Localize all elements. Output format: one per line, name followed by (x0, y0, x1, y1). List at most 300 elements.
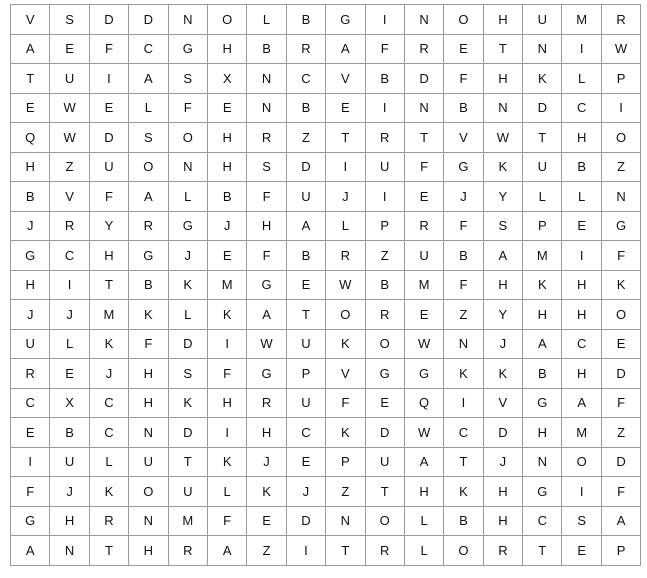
letter-cell[interactable]: W (404, 329, 443, 359)
letter-cell[interactable]: D (89, 5, 128, 35)
letter-cell[interactable]: S (129, 123, 168, 153)
letter-cell[interactable]: L (562, 64, 601, 94)
letter-cell[interactable]: H (247, 211, 286, 241)
letter-cell[interactable]: Z (444, 300, 483, 330)
letter-cell[interactable]: F (247, 241, 286, 271)
letter-cell[interactable]: S (247, 152, 286, 182)
letter-cell[interactable]: K (523, 64, 562, 94)
letter-cell[interactable]: I (365, 5, 404, 35)
letter-cell[interactable]: I (444, 388, 483, 418)
letter-cell[interactable]: Y (483, 182, 522, 212)
letter-cell[interactable]: X (50, 388, 89, 418)
letter-cell[interactable]: R (404, 34, 443, 64)
letter-cell[interactable]: K (326, 418, 365, 448)
letter-cell[interactable]: E (50, 34, 89, 64)
letter-cell[interactable]: U (523, 5, 562, 35)
letter-cell[interactable]: J (11, 300, 50, 330)
letter-cell[interactable]: J (50, 477, 89, 507)
letter-cell[interactable]: K (207, 300, 246, 330)
letter-cell[interactable]: U (286, 329, 325, 359)
letter-cell[interactable]: A (11, 536, 50, 566)
letter-cell[interactable]: T (444, 447, 483, 477)
letter-cell[interactable]: K (247, 477, 286, 507)
letter-cell[interactable]: K (444, 477, 483, 507)
letter-cell[interactable]: L (326, 211, 365, 241)
letter-cell[interactable]: I (207, 329, 246, 359)
letter-cell[interactable]: L (129, 93, 168, 123)
letter-cell[interactable]: A (523, 329, 562, 359)
letter-cell[interactable]: H (404, 477, 443, 507)
letter-cell[interactable]: W (326, 270, 365, 300)
letter-cell[interactable]: R (50, 211, 89, 241)
letter-cell[interactable]: F (601, 477, 640, 507)
letter-cell[interactable]: E (365, 388, 404, 418)
letter-cell[interactable]: D (365, 418, 404, 448)
letter-cell[interactable]: B (365, 64, 404, 94)
letter-cell[interactable]: J (11, 211, 50, 241)
letter-cell[interactable]: Z (286, 123, 325, 153)
letter-cell[interactable]: S (50, 5, 89, 35)
letter-cell[interactable]: G (365, 359, 404, 389)
letter-cell[interactable]: J (326, 182, 365, 212)
letter-cell[interactable]: R (365, 300, 404, 330)
letter-cell[interactable]: N (129, 418, 168, 448)
letter-cell[interactable]: U (50, 64, 89, 94)
letter-cell[interactable]: A (207, 536, 246, 566)
letter-cell[interactable]: R (247, 388, 286, 418)
letter-cell[interactable]: E (562, 536, 601, 566)
letter-cell[interactable]: O (168, 123, 207, 153)
letter-cell[interactable]: V (483, 388, 522, 418)
letter-cell[interactable]: U (523, 152, 562, 182)
letter-cell[interactable]: Q (11, 123, 50, 153)
letter-cell[interactable]: R (11, 359, 50, 389)
letter-cell[interactable]: L (168, 182, 207, 212)
letter-cell[interactable]: B (523, 359, 562, 389)
letter-cell[interactable]: J (483, 447, 522, 477)
letter-cell[interactable]: E (562, 211, 601, 241)
letter-cell[interactable]: D (286, 152, 325, 182)
letter-cell[interactable]: L (168, 300, 207, 330)
letter-cell[interactable]: N (168, 152, 207, 182)
letter-cell[interactable]: N (444, 329, 483, 359)
letter-cell[interactable]: H (523, 418, 562, 448)
letter-cell[interactable]: W (601, 34, 640, 64)
letter-cell[interactable]: E (11, 418, 50, 448)
letter-cell[interactable]: D (523, 93, 562, 123)
letter-cell[interactable]: G (168, 211, 207, 241)
letter-cell[interactable]: C (129, 34, 168, 64)
letter-cell[interactable]: Z (365, 241, 404, 271)
letter-cell[interactable]: O (562, 447, 601, 477)
letter-cell[interactable]: W (50, 123, 89, 153)
letter-cell[interactable]: H (207, 34, 246, 64)
letter-cell[interactable]: U (11, 329, 50, 359)
letter-cell[interactable]: G (601, 211, 640, 241)
letter-cell[interactable]: O (365, 329, 404, 359)
letter-cell[interactable]: V (50, 182, 89, 212)
letter-cell[interactable]: C (50, 241, 89, 271)
letter-cell[interactable]: X (207, 64, 246, 94)
letter-cell[interactable]: N (129, 506, 168, 536)
letter-cell[interactable]: M (89, 300, 128, 330)
letter-cell[interactable]: A (404, 447, 443, 477)
letter-cell[interactable]: F (89, 34, 128, 64)
letter-cell[interactable]: D (168, 329, 207, 359)
letter-cell[interactable]: B (11, 182, 50, 212)
letter-cell[interactable]: T (365, 477, 404, 507)
letter-cell[interactable]: B (286, 241, 325, 271)
letter-cell[interactable]: V (326, 64, 365, 94)
letter-cell[interactable]: F (207, 359, 246, 389)
letter-cell[interactable]: F (444, 270, 483, 300)
letter-cell[interactable]: K (129, 300, 168, 330)
letter-cell[interactable]: N (404, 5, 443, 35)
letter-cell[interactable]: I (562, 34, 601, 64)
letter-cell[interactable]: B (286, 93, 325, 123)
letter-cell[interactable]: J (247, 447, 286, 477)
letter-cell[interactable]: A (562, 388, 601, 418)
letter-cell[interactable]: I (286, 536, 325, 566)
letter-cell[interactable]: S (562, 506, 601, 536)
letter-cell[interactable]: H (483, 64, 522, 94)
letter-cell[interactable]: E (50, 359, 89, 389)
letter-cell[interactable]: D (286, 506, 325, 536)
letter-cell[interactable]: N (523, 34, 562, 64)
letter-cell[interactable]: M (562, 418, 601, 448)
letter-cell[interactable]: F (168, 93, 207, 123)
letter-cell[interactable]: E (89, 93, 128, 123)
letter-cell[interactable]: U (286, 182, 325, 212)
letter-cell[interactable]: H (11, 152, 50, 182)
letter-cell[interactable]: H (562, 300, 601, 330)
letter-cell[interactable]: W (247, 329, 286, 359)
letter-cell[interactable]: T (483, 34, 522, 64)
letter-cell[interactable]: G (523, 388, 562, 418)
letter-cell[interactable]: E (247, 506, 286, 536)
letter-cell[interactable]: F (11, 477, 50, 507)
letter-cell[interactable]: E (286, 447, 325, 477)
letter-cell[interactable]: F (129, 329, 168, 359)
letter-cell[interactable]: L (562, 182, 601, 212)
letter-cell[interactable]: C (562, 93, 601, 123)
letter-cell[interactable]: E (601, 329, 640, 359)
letter-cell[interactable]: D (601, 359, 640, 389)
letter-cell[interactable]: P (286, 359, 325, 389)
letter-cell[interactable]: A (326, 34, 365, 64)
letter-cell[interactable]: F (601, 388, 640, 418)
letter-cell[interactable]: A (286, 211, 325, 241)
letter-cell[interactable]: K (89, 329, 128, 359)
letter-cell[interactable]: G (247, 359, 286, 389)
letter-cell[interactable]: I (601, 93, 640, 123)
letter-cell[interactable]: O (365, 506, 404, 536)
letter-cell[interactable]: T (523, 536, 562, 566)
letter-cell[interactable]: E (326, 93, 365, 123)
letter-cell[interactable]: K (168, 388, 207, 418)
letter-cell[interactable]: N (326, 506, 365, 536)
letter-cell[interactable]: M (207, 270, 246, 300)
letter-cell[interactable]: O (444, 5, 483, 35)
letter-cell[interactable]: T (89, 270, 128, 300)
letter-cell[interactable]: S (168, 64, 207, 94)
letter-cell[interactable]: H (129, 388, 168, 418)
letter-cell[interactable]: B (129, 270, 168, 300)
letter-cell[interactable]: G (168, 34, 207, 64)
letter-cell[interactable]: N (247, 93, 286, 123)
letter-cell[interactable]: H (129, 536, 168, 566)
letter-cell[interactable]: R (365, 536, 404, 566)
letter-cell[interactable]: F (404, 152, 443, 182)
letter-cell[interactable]: J (89, 359, 128, 389)
letter-cell[interactable]: H (89, 241, 128, 271)
letter-cell[interactable]: C (89, 418, 128, 448)
letter-cell[interactable]: M (562, 5, 601, 35)
letter-cell[interactable]: R (404, 211, 443, 241)
letter-cell[interactable]: E (286, 270, 325, 300)
letter-cell[interactable]: D (404, 64, 443, 94)
letter-cell[interactable]: F (89, 182, 128, 212)
letter-cell[interactable]: F (365, 34, 404, 64)
letter-cell[interactable]: H (207, 152, 246, 182)
letter-cell[interactable]: R (365, 123, 404, 153)
letter-cell[interactable]: E (207, 241, 246, 271)
letter-cell[interactable]: L (89, 447, 128, 477)
letter-cell[interactable]: U (404, 241, 443, 271)
letter-cell[interactable]: K (89, 477, 128, 507)
letter-cell[interactable]: E (444, 34, 483, 64)
letter-cell[interactable]: A (129, 64, 168, 94)
letter-cell[interactable]: F (247, 182, 286, 212)
letter-cell[interactable]: L (404, 506, 443, 536)
letter-cell[interactable]: H (483, 506, 522, 536)
letter-cell[interactable]: I (562, 241, 601, 271)
letter-cell[interactable]: R (89, 506, 128, 536)
letter-cell[interactable]: B (444, 93, 483, 123)
letter-cell[interactable]: T (11, 64, 50, 94)
letter-cell[interactable]: P (365, 211, 404, 241)
letter-cell[interactable]: C (286, 418, 325, 448)
letter-cell[interactable]: G (11, 241, 50, 271)
letter-cell[interactable]: T (523, 123, 562, 153)
letter-cell[interactable]: O (129, 152, 168, 182)
letter-cell[interactable]: D (89, 123, 128, 153)
letter-cell[interactable]: Z (50, 152, 89, 182)
letter-cell[interactable]: N (50, 536, 89, 566)
letter-cell[interactable]: V (11, 5, 50, 35)
letter-cell[interactable]: J (168, 241, 207, 271)
letter-cell[interactable]: R (601, 5, 640, 35)
letter-cell[interactable]: B (444, 506, 483, 536)
letter-cell[interactable]: J (286, 477, 325, 507)
letter-cell[interactable]: I (50, 270, 89, 300)
letter-cell[interactable]: K (168, 270, 207, 300)
letter-cell[interactable]: P (326, 447, 365, 477)
letter-cell[interactable]: S (483, 211, 522, 241)
letter-cell[interactable]: L (247, 5, 286, 35)
letter-cell[interactable]: P (601, 64, 640, 94)
letter-cell[interactable]: A (601, 506, 640, 536)
letter-cell[interactable]: K (207, 447, 246, 477)
letter-cell[interactable]: D (168, 418, 207, 448)
letter-cell[interactable]: R (168, 536, 207, 566)
letter-cell[interactable]: U (365, 152, 404, 182)
letter-cell[interactable]: L (50, 329, 89, 359)
letter-cell[interactable]: I (562, 477, 601, 507)
letter-cell[interactable]: A (483, 241, 522, 271)
letter-cell[interactable]: P (523, 211, 562, 241)
letter-cell[interactable]: R (326, 241, 365, 271)
letter-cell[interactable]: K (444, 359, 483, 389)
letter-cell[interactable]: A (129, 182, 168, 212)
letter-cell[interactable]: H (247, 418, 286, 448)
letter-cell[interactable]: N (168, 5, 207, 35)
letter-cell[interactable]: G (523, 477, 562, 507)
letter-cell[interactable]: H (562, 270, 601, 300)
letter-cell[interactable]: N (483, 93, 522, 123)
letter-cell[interactable]: U (286, 388, 325, 418)
letter-cell[interactable]: J (50, 300, 89, 330)
letter-cell[interactable]: U (129, 447, 168, 477)
letter-cell[interactable]: M (404, 270, 443, 300)
letter-cell[interactable]: N (247, 64, 286, 94)
letter-cell[interactable]: B (247, 34, 286, 64)
letter-cell[interactable]: I (89, 64, 128, 94)
letter-cell[interactable]: J (483, 329, 522, 359)
letter-cell[interactable]: H (523, 300, 562, 330)
letter-cell[interactable]: U (50, 447, 89, 477)
letter-cell[interactable]: Y (89, 211, 128, 241)
letter-cell[interactable]: D (601, 447, 640, 477)
letter-cell[interactable]: N (523, 447, 562, 477)
letter-cell[interactable]: C (89, 388, 128, 418)
letter-cell[interactable]: W (483, 123, 522, 153)
letter-cell[interactable]: G (444, 152, 483, 182)
letter-cell[interactable]: I (326, 152, 365, 182)
letter-cell[interactable]: U (365, 447, 404, 477)
letter-cell[interactable]: H (483, 5, 522, 35)
letter-cell[interactable]: B (286, 5, 325, 35)
letter-cell[interactable]: J (207, 211, 246, 241)
letter-cell[interactable]: W (50, 93, 89, 123)
letter-cell[interactable]: N (601, 182, 640, 212)
letter-cell[interactable]: V (444, 123, 483, 153)
letter-cell[interactable]: K (483, 152, 522, 182)
letter-cell[interactable]: W (404, 418, 443, 448)
letter-cell[interactable]: I (207, 418, 246, 448)
letter-cell[interactable]: A (11, 34, 50, 64)
letter-cell[interactable]: B (207, 182, 246, 212)
letter-cell[interactable]: T (168, 447, 207, 477)
letter-cell[interactable]: I (365, 182, 404, 212)
letter-cell[interactable]: H (207, 388, 246, 418)
letter-cell[interactable]: D (483, 418, 522, 448)
letter-cell[interactable]: G (404, 359, 443, 389)
letter-cell[interactable]: C (562, 329, 601, 359)
letter-cell[interactable]: E (207, 93, 246, 123)
letter-cell[interactable]: D (129, 5, 168, 35)
letter-cell[interactable]: K (483, 359, 522, 389)
letter-cell[interactable]: U (168, 477, 207, 507)
letter-cell[interactable]: O (326, 300, 365, 330)
letter-cell[interactable]: F (326, 388, 365, 418)
letter-cell[interactable]: H (483, 270, 522, 300)
letter-cell[interactable]: H (562, 123, 601, 153)
letter-cell[interactable]: G (247, 270, 286, 300)
letter-cell[interactable]: C (444, 418, 483, 448)
letter-cell[interactable]: F (601, 241, 640, 271)
letter-cell[interactable]: B (562, 152, 601, 182)
letter-cell[interactable]: R (129, 211, 168, 241)
letter-cell[interactable]: T (326, 536, 365, 566)
letter-cell[interactable]: J (444, 182, 483, 212)
letter-cell[interactable]: K (326, 329, 365, 359)
letter-cell[interactable]: H (129, 359, 168, 389)
letter-cell[interactable]: O (129, 477, 168, 507)
letter-cell[interactable]: L (523, 182, 562, 212)
letter-cell[interactable]: G (11, 506, 50, 536)
letter-cell[interactable]: M (523, 241, 562, 271)
letter-cell[interactable]: U (89, 152, 128, 182)
letter-cell[interactable]: E (404, 182, 443, 212)
letter-cell[interactable]: F (444, 211, 483, 241)
letter-cell[interactable]: E (11, 93, 50, 123)
letter-cell[interactable]: Z (601, 152, 640, 182)
letter-cell[interactable]: R (483, 536, 522, 566)
letter-cell[interactable]: H (483, 477, 522, 507)
letter-cell[interactable]: O (601, 300, 640, 330)
letter-cell[interactable]: H (207, 123, 246, 153)
letter-cell[interactable]: R (286, 34, 325, 64)
letter-cell[interactable]: T (326, 123, 365, 153)
letter-cell[interactable]: Y (483, 300, 522, 330)
letter-cell[interactable]: P (601, 536, 640, 566)
letter-cell[interactable]: Q (404, 388, 443, 418)
letter-cell[interactable]: O (207, 5, 246, 35)
letter-cell[interactable]: A (247, 300, 286, 330)
letter-cell[interactable]: H (562, 359, 601, 389)
letter-cell[interactable]: B (50, 418, 89, 448)
letter-cell[interactable]: M (168, 506, 207, 536)
letter-cell[interactable]: R (247, 123, 286, 153)
letter-cell[interactable]: F (444, 64, 483, 94)
letter-cell[interactable]: C (523, 506, 562, 536)
letter-cell[interactable]: N (404, 93, 443, 123)
letter-cell[interactable]: I (365, 93, 404, 123)
letter-cell[interactable]: H (11, 270, 50, 300)
letter-cell[interactable]: G (129, 241, 168, 271)
letter-cell[interactable]: B (444, 241, 483, 271)
letter-cell[interactable]: O (601, 123, 640, 153)
letter-cell[interactable]: T (404, 123, 443, 153)
letter-cell[interactable]: K (601, 270, 640, 300)
letter-cell[interactable]: K (523, 270, 562, 300)
letter-cell[interactable]: S (168, 359, 207, 389)
letter-cell[interactable]: Z (601, 418, 640, 448)
letter-cell[interactable]: F (207, 506, 246, 536)
letter-cell[interactable]: C (11, 388, 50, 418)
letter-cell[interactable]: I (11, 447, 50, 477)
letter-cell[interactable]: G (326, 5, 365, 35)
letter-cell[interactable]: Z (326, 477, 365, 507)
letter-cell[interactable]: O (444, 536, 483, 566)
letter-cell[interactable]: L (207, 477, 246, 507)
letter-cell[interactable]: L (404, 536, 443, 566)
letter-cell[interactable]: T (89, 536, 128, 566)
letter-cell[interactable]: V (326, 359, 365, 389)
letter-cell[interactable]: E (404, 300, 443, 330)
letter-cell[interactable]: H (50, 506, 89, 536)
